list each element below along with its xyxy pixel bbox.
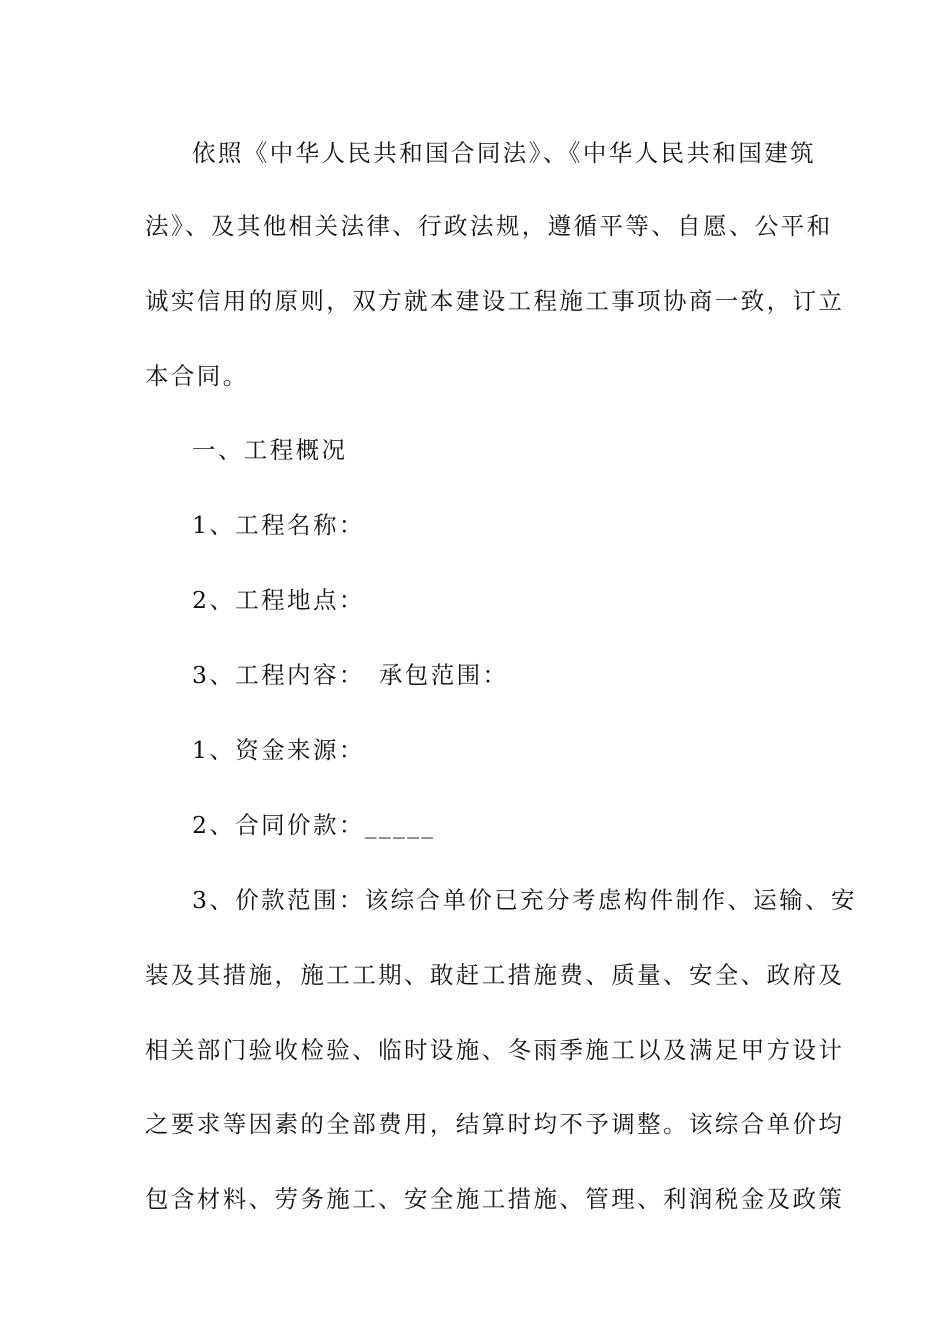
paragraph-price-scope-line-4: 之要求等因素的全部费用，结算时均不予调整。该综合单价均	[145, 1110, 845, 1138]
item-contract-price: 2、合同价款：_____	[192, 811, 436, 839]
paragraph-price-scope-line-5: 包含材料、劳务施工、安全施工措施、管理、利润税金及政策	[145, 1185, 845, 1213]
item-project-location: 2、工程地点：	[192, 586, 365, 614]
paragraph-intro-line-3: 诚实信用的原则，双方就本建设工程施工事项协商一致，订立	[145, 287, 845, 315]
paragraph-intro-line-4: 本合同。	[145, 362, 249, 390]
paragraph-price-scope-line-3: 相关部门验收检验、临时设施、冬雨季施工以及满足甲方设计	[145, 1036, 845, 1064]
paragraph-price-scope-line-1: 3、价款范围：该综合单价已充分考虑构件制作、运输、安	[192, 886, 857, 914]
paragraph-intro-line-2: 法》、及其他相关法律、行政法规，遵循平等、自愿、公平和	[145, 212, 833, 240]
paragraph-intro-line-1: 依照《中华人民共和国合同法》、《中华人民共和国建筑	[192, 139, 816, 167]
section-heading-project-overview: 一、工程概况	[192, 436, 348, 464]
paragraph-price-scope-line-2: 装及其措施，施工工期、敢赶工措施费、质量、安全、政府及	[145, 961, 845, 989]
item-project-name: 1、工程名称：	[192, 511, 365, 539]
item-project-content: 3、工程内容： 承包范围：	[192, 661, 509, 689]
item-funding-source: 1、资金来源：	[192, 736, 365, 764]
